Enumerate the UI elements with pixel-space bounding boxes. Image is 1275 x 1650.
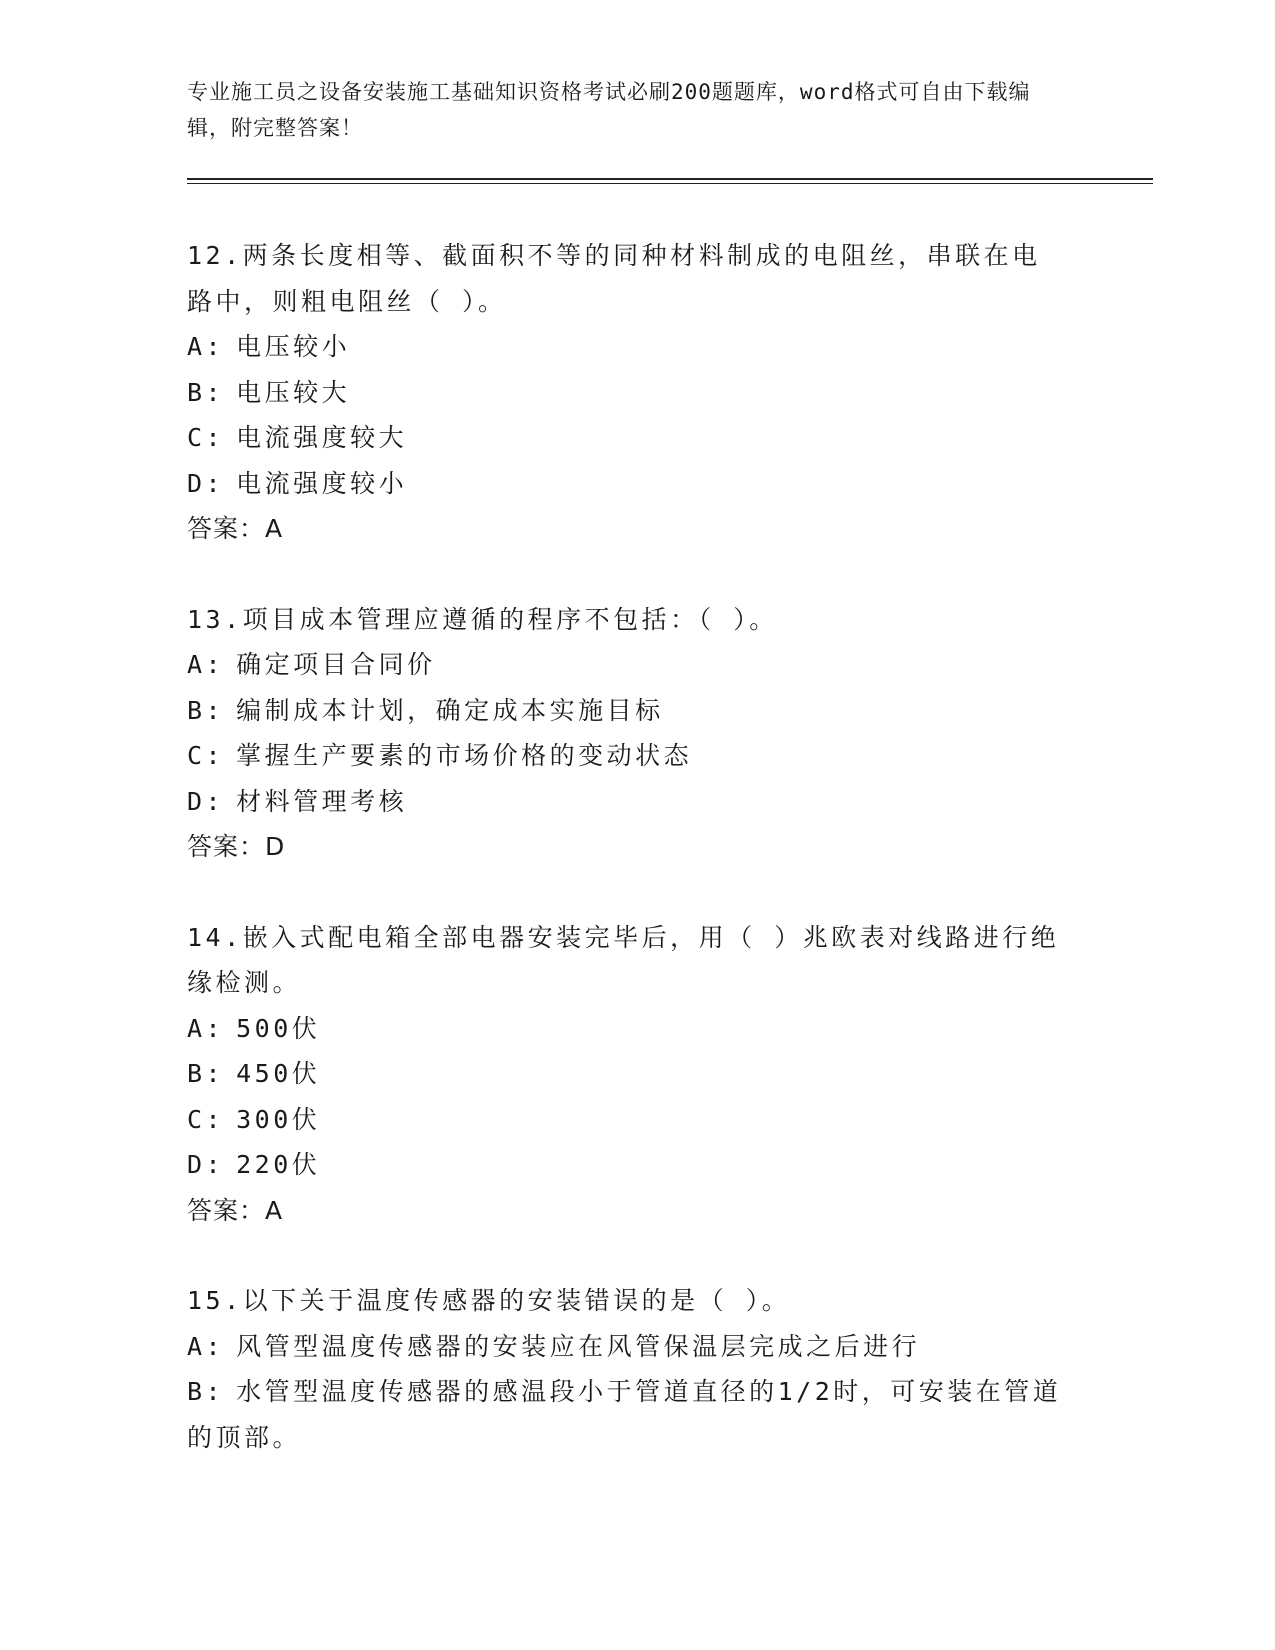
option-b	[187, 688, 1087, 734]
option-key: D:	[187, 468, 225, 498]
option-a	[187, 642, 1087, 688]
option-key: C:	[187, 423, 225, 452]
answer-line: 答案：D	[187, 832, 286, 861]
question-14	[187, 915, 1087, 1234]
option-key: D:	[187, 1150, 225, 1179]
option-text: 电流强度较小	[236, 468, 408, 498]
question-12	[187, 233, 1087, 552]
option-key: A:	[187, 332, 225, 361]
document-header: 专业施工员之设备安装施工基础知识资格考试必刷200题题库，word格式可自由下载编辑，附完整答案！	[187, 80, 1031, 140]
option-text: 500伏	[236, 1013, 321, 1043]
answer-line: 答案：A	[187, 1195, 284, 1225]
option-text: 300伏	[236, 1104, 321, 1134]
option-text: 450伏	[236, 1059, 321, 1088]
option-b	[187, 1051, 1087, 1097]
option-d	[187, 779, 1087, 825]
option-d	[187, 1142, 1087, 1188]
option-a	[187, 1324, 1087, 1370]
option-b	[187, 370, 1087, 416]
option-text: 掌握生产要素的市场价格的变动状态	[236, 741, 693, 770]
question-list	[187, 233, 1087, 1505]
option-b	[187, 1369, 1067, 1460]
question-stem: 12.两条长度相等、截面积不等的同种材料制成的电阻丝，串联在电路中，则粗电阻丝（ ）。	[187, 241, 1041, 316]
option-key: C:	[187, 1104, 225, 1134]
option-d	[187, 461, 1087, 507]
option-text: 220伏	[236, 1150, 321, 1179]
option-text: 电压较小	[236, 332, 351, 361]
option-c	[187, 415, 1087, 461]
option-text: 电压较大	[236, 377, 351, 407]
question-13	[187, 597, 1087, 870]
option-a	[187, 324, 1087, 370]
option-text: 风管型温度传感器的安装应在风管保温层完成之后进行	[236, 1331, 921, 1361]
option-key: A:	[187, 1331, 225, 1361]
option-key: A:	[187, 1013, 225, 1043]
header-divider	[187, 178, 1153, 184]
option-key: B:	[187, 377, 225, 407]
question-stem: 14.嵌入式配电箱全部电器安装完毕后，用（ ）兆欧表对线路进行绝缘检测。	[187, 922, 1060, 997]
option-text: 水管型温度传感器的感温段小于管道直径的1/2时，可安装在管道的顶部。	[187, 1377, 1062, 1452]
question-15	[187, 1278, 1087, 1460]
option-a	[187, 1006, 1087, 1052]
question-stem: 15.以下关于温度传感器的安装错误的是（ ）。	[187, 1286, 791, 1315]
option-text: 编制成本计划，确定成本实施目标	[236, 695, 664, 725]
question-stem: 13.项目成本管理应遵循的程序不包括：（ ）。	[187, 604, 778, 634]
option-key: B:	[187, 1059, 225, 1088]
option-text: 电流强度较大	[236, 423, 408, 452]
option-c	[187, 1097, 1087, 1143]
option-text: 材料管理考核	[236, 786, 408, 816]
option-key: B:	[187, 1377, 225, 1406]
option-text: 确定项目合同价	[236, 650, 436, 679]
option-key: D:	[187, 786, 225, 816]
answer-line: 答案：A	[187, 514, 284, 543]
option-c	[187, 733, 1087, 779]
option-key: C:	[187, 741, 225, 770]
option-key: B:	[187, 695, 225, 725]
option-key: A:	[187, 650, 225, 679]
